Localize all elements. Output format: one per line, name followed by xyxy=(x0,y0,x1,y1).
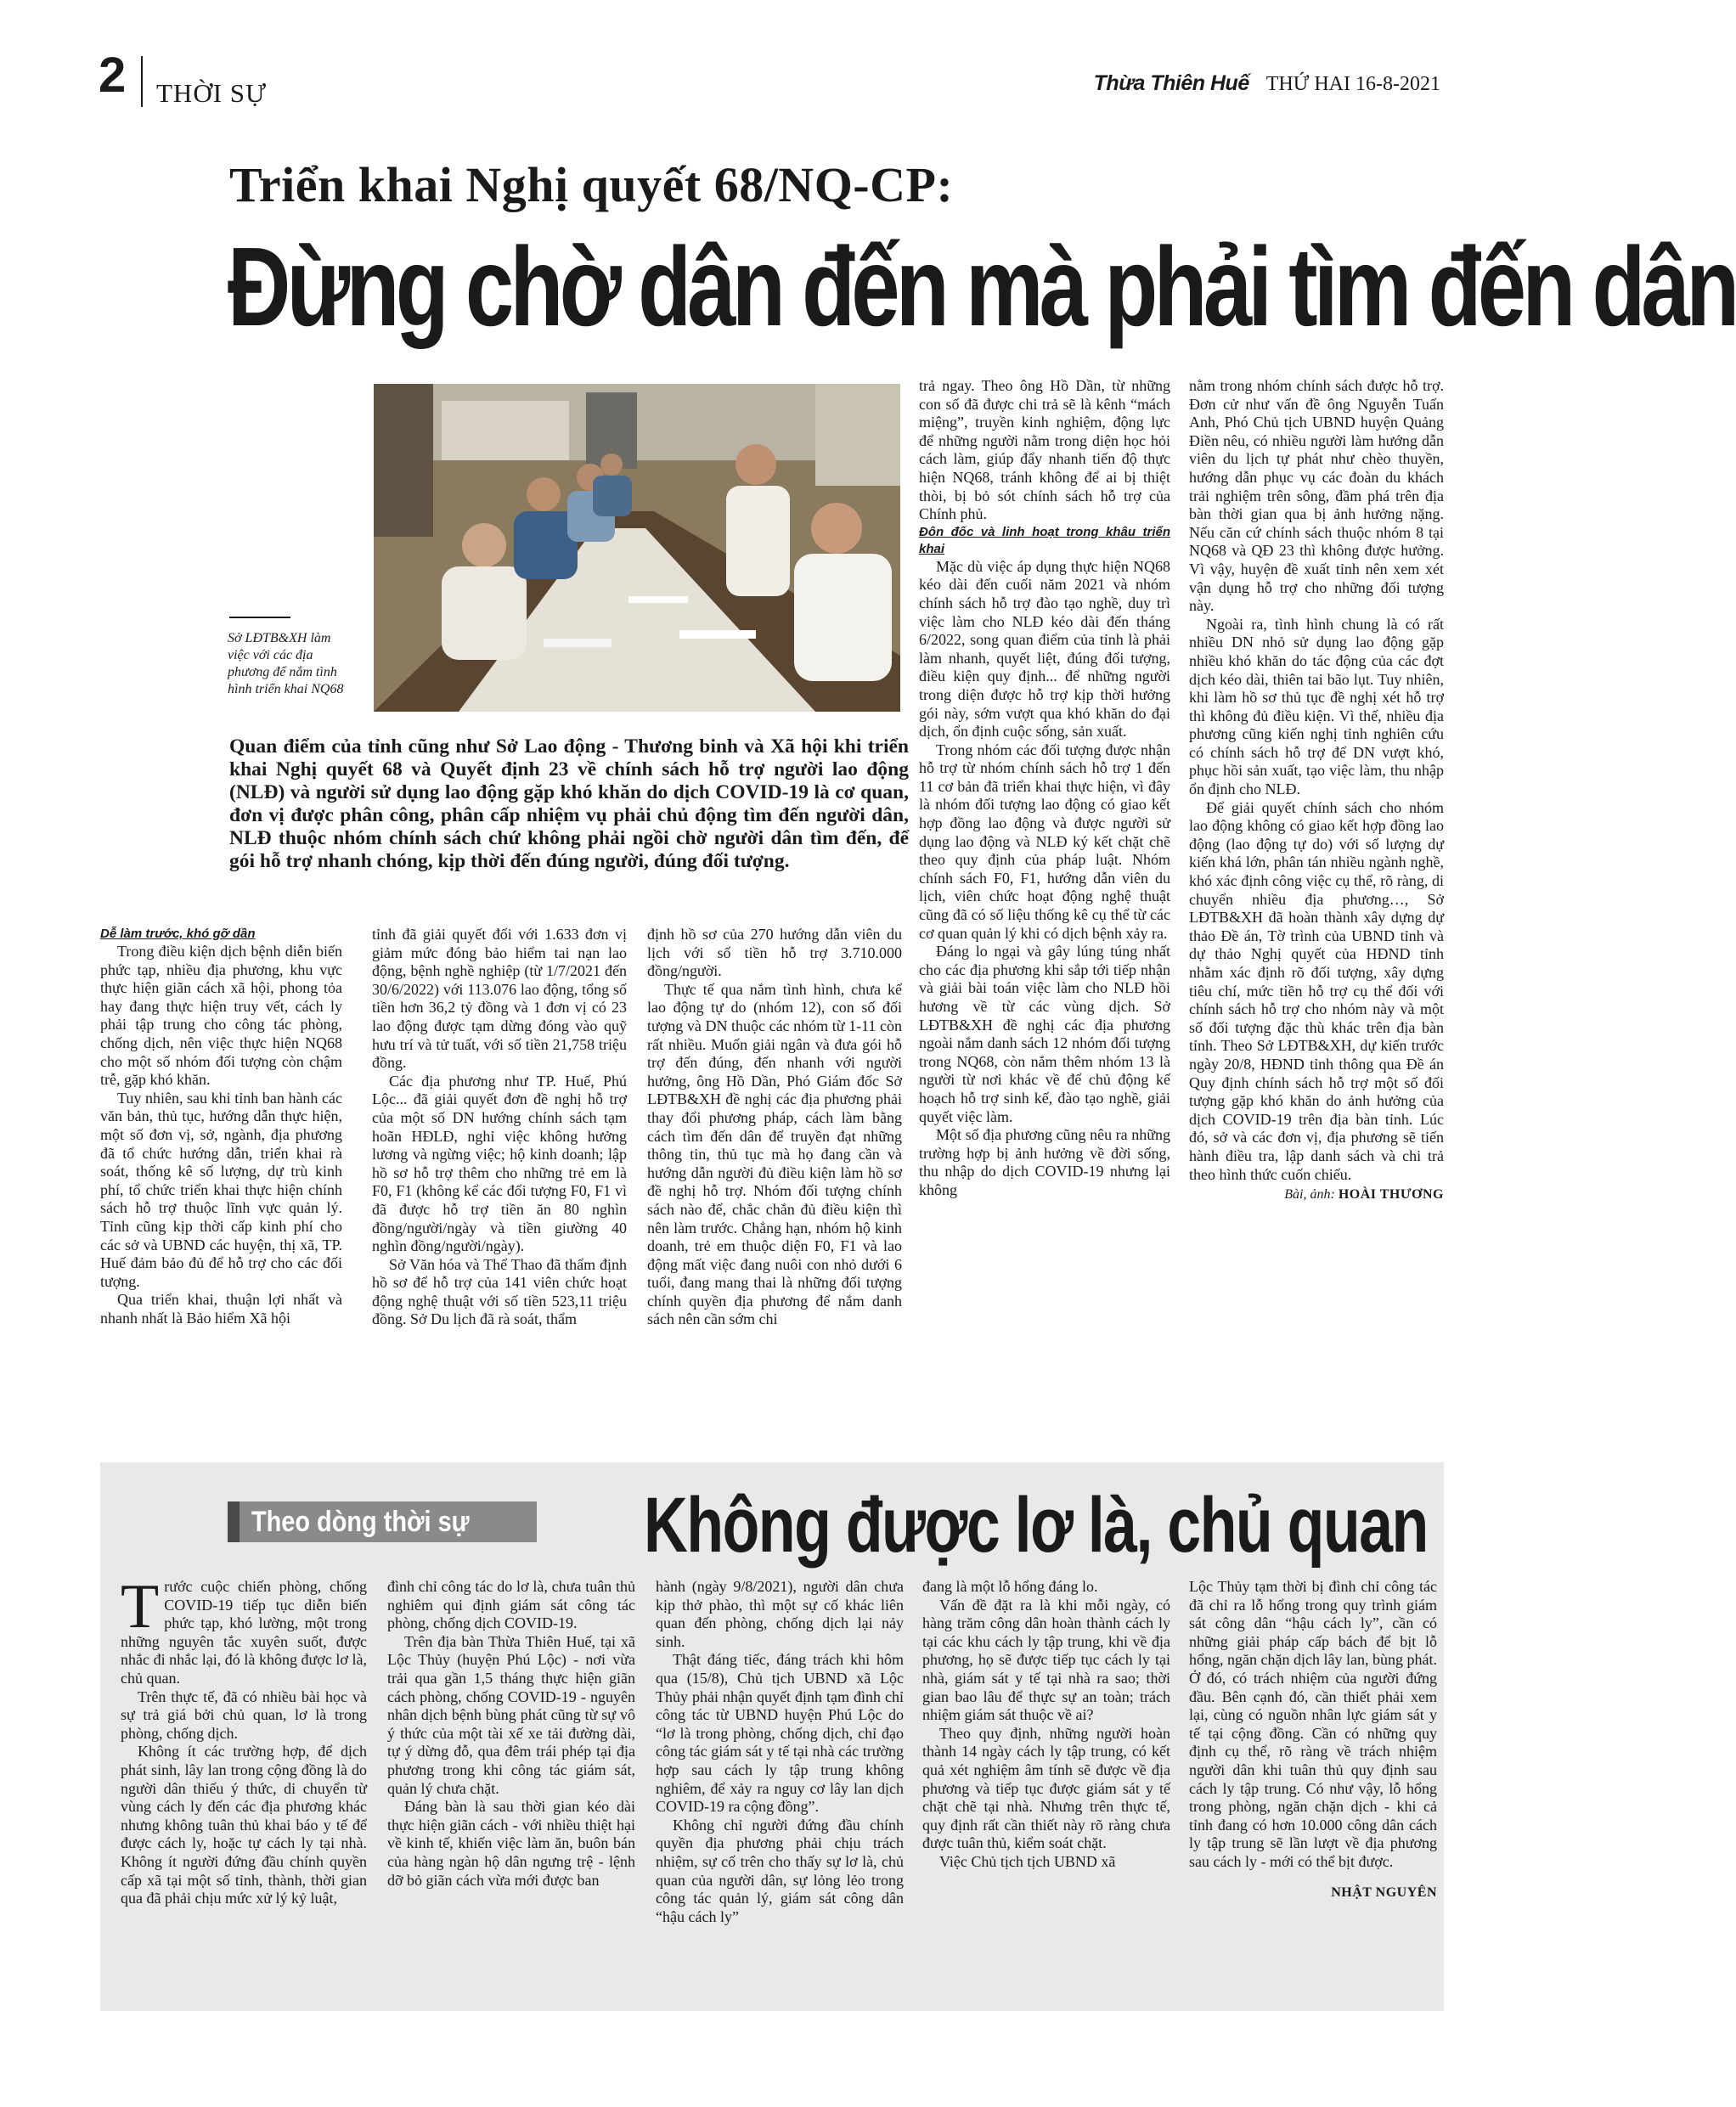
paragraph: đình chỉ công tác do lơ là, chưa tuân thủ nghiêm qui định giám sát công tác phòng, chống dịch COVID-19. xyxy=(387,1578,635,1632)
article-column-2 xyxy=(372,926,627,1329)
section-name: THỜI SỰ xyxy=(156,78,268,108)
drop-cap: T xyxy=(121,1572,160,1642)
paragraph: Không ít các trường hợp, để dịch phát sinh, lây lan trong cộng đồng là do người dân thiếu ý thức, di chuyển từ vùng cách ly đến các địa phương khác nhưng không tuân thủ khai báo y tế để được cách ly, hoặc tự cách ly tại nhà. Không ít người đứng đầu chính quyền cấp xã tại một số tỉnh, thành, thời gian qua đã phải chịu mức xử lý kỷ luật, xyxy=(121,1743,367,1907)
opinion-column-3 xyxy=(656,1578,904,1926)
opinion-tag xyxy=(228,1501,537,1542)
paper-name: Thừa Thiên Huế xyxy=(1093,71,1249,95)
paragraph: Mặc dù việc áp dụng thực hiện NQ68 kéo dài đến cuối năm 2021 và nhóm chính sách hỗ trợ đào tạo nghề, duy trì việc làm cho NLĐ kéo dài đến tháng 6/2022, song quan điểm của tỉnh là phải làm nhanh, quyết liệt, đúng đối tượng, điều kiện quy định... để những người trong diện được hỗ trợ kịp thời hưởng gói này, sớm vượt qua khó khăn do đại dịch, ổn định cuộc sống, sản xuất. xyxy=(919,557,1170,741)
paragraph: Không chỉ người đứng đầu chính quyền địa phương phải chịu trách nhiệm, sự cố trên cho thấy sự lơ là, chủ quan của người dân, sự lỏng lẻo trong công tác quản lý, giám sát công dân “hậu cách ly” xyxy=(656,1816,904,1925)
subhead-2: Đôn đốc và linh hoạt trong khâu triển khai xyxy=(919,524,1170,556)
paragraph xyxy=(121,1572,367,1688)
paragraph: Trên thực tế, đã có nhiều bài học và sự trả giá bởi chủ quan, lơ là trong phòng, chống dịch. xyxy=(121,1687,367,1742)
article-kicker: Triển khai Nghị quyết 68/NQ-CP: xyxy=(229,157,954,212)
subhead-1: Dễ làm trước, khó gỡ dần xyxy=(100,927,256,941)
paragraph: hành (ngày 9/8/2021), người dân chưa kịp thở phào, thì một sự cố khác liên quan đến phòng, chống dịch lại nảy sinh. xyxy=(656,1578,904,1650)
article-lead: Quan điểm của tỉnh cũng như Sở Lao động - Thương binh và Xã hội khi triển khai Nghị quyết 68 và Quyết định 23 về chính sách hỗ trợ người lao động (NLĐ) và người sử dụng lao động gặp khó khăn do dịch COVID-19 là cơ quan, đơn vị được phân công, phân cấp nhiệm vụ phải chủ động tìm đến người dân, NLĐ thuộc nhóm chính sách chứ không phải ngồi chờ người dân tìm đến, để gói hỗ trợ nhanh chóng, kịp thời đến đúng người, đúng đối tượng. xyxy=(229,735,909,872)
paragraph: Trong điều kiện dịch bệnh diễn biến phức tạp, nhiều địa phương, khu vực thực hiện giãn cách xã hội, phong tỏa hay đang thực hiện truy vết, cách ly phải tập trung cho công tác phòng, chống dịch, nên việc thực hiện NQ68 cho một số nhóm đối tượng còn chậm trễ, gặp khó khăn. xyxy=(100,943,342,1089)
paragraph: Tuy nhiên, sau khi tỉnh ban hành các văn bản, thủ tục, hướng dẫn thực hiện, một số đơn vị, sở, ngành, địa phương đã tổ chức hướng dẫn, triển khai rà soát, thống kê số lượng, dự trù kinh phí, tổ chức triển khai thực hiện chính sách hỗ trợ thuộc lĩnh vực quản lý. Tỉnh cũng kịp thời cấp kinh phí cho các sở và UBND các huyện, thị xã, TP. Huế đảm bảo đủ để hỗ trợ cho các đối tượng. xyxy=(100,1089,342,1290)
opinion-column-5 xyxy=(1189,1578,1437,1901)
paragraph: Đáng bàn là sau thời gian kéo dài thực hiện giãn cách - với nhiều thiệt hại về kinh tế, khiến việc làm ăn, buôn bán của hàng ngàn hộ dân ngưng trệ - lệnh dỡ bỏ giãn cách vừa mới được ban xyxy=(387,1798,635,1889)
byline-name: HOÀI THƯƠNG xyxy=(1338,1187,1444,1203)
masthead xyxy=(1094,71,1440,96)
paragraph: Việc Chủ tịch tịch UBND xã xyxy=(939,1852,1116,1870)
paragraph: tỉnh đã giải quyết đối với 1.633 đơn vị giảm mức đóng bảo hiểm tai nạn lao động, bệnh nghề nghiệp (từ 1/7/2021 đến 30/6/2022) với 113.076 lao động, tổng số tiền hơn 36,2 tỷ đồng và 1 đơn vị có 23 lao động được tạm dừng đóng vào quỹ hưu trí và tử tuất, với số tiền 21,758 triệu đồng. xyxy=(372,926,627,1072)
paragraph: Vấn đề đặt ra là khi mỗi ngày, có hàng trăm công dân hoàn thành cách ly tại các khu cách ly tập trung, khi về địa phương, họ sẽ được tiếp tục cách ly tại nhà, giám sát y tế tại nhà ra sao; thời gian bao lâu để thực sự an toàn; trách nhiệm giám sát thuộc về ai? xyxy=(922,1596,1170,1724)
paragraph: trả ngay. Theo ông Hồ Dần, từ những con số đã được chi trả sẽ là kênh “mách miệng”, truyền kinh nghiệm, động lực để những người nằm trong diện học hỏi cách làm, giúp đẩy nhanh tiến độ thực hiện NQ68, tránh không để ai bị thiệt thòi, bị bỏ sót chính sách hỗ trợ của Chính phủ. xyxy=(919,377,1170,523)
meeting-photo xyxy=(374,384,900,712)
article-column-5 xyxy=(1189,377,1444,1204)
paragraph: Lộc Thủy tạm thời bị đình chỉ công tác đã chỉ ra lỗ hổng trong quy trình giám sát công dân “hậu cách ly”, cần có những giải pháp cấp bách để bịt lỗ hổng, ngăn chặn dịch lây lan, bùng phát. Ở đó, có trách nhiệm của người đứng đầu. Bên cạnh đó, cần thiết phải xem lại, cùng có nguồn nhân lực giám sát y tế tại cộng đồng. Cần có những quy định cụ thể, rõ ràng về trách nhiệm người dân khi tuân thủ quy định sau cách ly tập trung. Có như vậy, lỗ hổng trong phòng, ngăn chặn dịch - khi cả tỉnh đang có hơn 10.000 công dân cách ly tập trung sẽ lần lượt về địa phương sau cách ly - mới có thể bịt được. xyxy=(1189,1578,1437,1870)
issue-date: THỨ HAI 16-8-2021 xyxy=(1265,73,1440,95)
paragraph: Trên địa bàn Thừa Thiên Huế, tại xã Lộc Thủy (huyện Phú Lộc) - nơi vừa trải qua gần 1,5 tháng thực hiện giãn cách phòng, chống COVID-19 - nguyên nhân dịch bệnh bùng phát cũng từ sự vô ý thức của một tài xế xe tải đường dài, tự ý dừng đỗ, qua đêm trái phép tại địa phương trong khi công tác giám sát, quản lý chưa chặt. xyxy=(387,1632,635,1797)
caption-divider xyxy=(229,617,290,618)
article-byline xyxy=(1189,1186,1444,1204)
article-column-3 xyxy=(647,926,902,1329)
paragraph: Theo quy định, những người hoàn thành 14 ngày cách ly tập trung, có kết quả xét nghiệm âm tính sẽ được về địa phương và tiếp tục được giám sát y tế chặt chẽ tại nhà. Nhưng trên thực tế, quy định rất cần thiết này rõ ràng chưa được tuân thủ, kiểm soát chặt. xyxy=(922,1724,1170,1852)
paragraph: Thật đáng tiếc, đáng trách khi hôm qua (15/8), Chủ tịch UBND xã Lộc Thủy phải nhận quyết định tạm đình chỉ công tác từ UBND huyện Phú Lộc do “lơ là trong phòng, chống dịch, chỉ đạo công tác giám sát y tế tại nhà các trường hợp sau cách ly tập trung không nghiêm, để xảy ra nguy cơ lây lan dịch COVID-19 ra cộng đồng”. xyxy=(656,1651,904,1816)
paragraph: nằm trong nhóm chính sách được hỗ trợ. Đơn cử như vấn đề ông Nguyễn Tuấn Anh, Phó Chủ tịch UBND huyện Quảng Điền nêu, có nhiều người làm hướng dẫn viên du lịch tự phát như chèo thuyền, hướng dẫn phục vụ các đoàn du khách trải nghiệm trên sông, đầm phá trên địa bàn thời gian qua bị ảnh hưởng nặng. Nếu căn cứ chính sách thuộc nhóm 8 tại NQ68 và QĐ 23 thì không được hưởng. Vì vậy, huyện đề xuất tỉnh nên xem xét vận dụng hỗ trợ cho những đối tượng này. xyxy=(1189,377,1444,615)
article-column-4 xyxy=(919,377,1170,1200)
paragraph: định hồ sơ của 270 hướng dẫn viên du lịch với số tiền hỗ trợ 3.710.000 đồng/người. xyxy=(647,926,902,980)
opinion-title: Không được lơ là, chủ quan xyxy=(644,1482,1428,1569)
byline-label: Bài, ảnh: xyxy=(1284,1187,1335,1203)
header-divider xyxy=(141,56,143,107)
paragraph: Qua triển khai, thuận lợi nhất và nhanh nhất là Bảo hiểm Xã hội xyxy=(100,1291,342,1327)
paragraph: Để giải quyết chính sách cho nhóm lao động không có giao kết hợp đồng lao động (lao động tự do) với số lượng dự kiến khá lớn, phân tán nhiều ngành nghề, khó xác định công việc cụ thể, rõ ràng, di chuyển nhiều địa phương…, Sở LĐTB&XH đã hoàn thành xây dựng dự thảo Đề án, Tờ trình của UBND tỉnh và dự thảo Nghị quyết của HĐND tỉnh nhằm xác định rõ đối tượng, xây dựng tiêu chí, mức tiền hỗ trợ cụ thể đối với chính sách hỗ trợ cho nhóm này và một số đối tượng đặc thù khác trên địa bàn tỉnh. Theo Sở LĐTB&XH, dự kiến trước ngày 20/8, HĐND tỉnh thông qua Đề án Quy định chính sách hỗ trợ một số đối tượng gặp khó khăn do ảnh hưởng của dịch COVID-19 trên địa bàn tỉnh. Lúc đó, sở và các đơn vị, địa phương sẽ tiến hành điều tra, lập danh sách và chi trả theo hình thức cuốn chiếu. xyxy=(1189,798,1444,1183)
opinion-byline: NHẬT NGUYÊN xyxy=(1331,1884,1437,1900)
page-number: 2 xyxy=(99,48,127,103)
meeting-photo-illustration xyxy=(374,384,900,712)
opinion-column-2 xyxy=(387,1578,635,1890)
article-column-1 xyxy=(100,926,342,1327)
paragraph: Một số địa phương cũng nêu ra những trường hợp bị ảnh hưởng về đời sống, thu nhập do dịch COVID-19 nhưng lại không xyxy=(919,1126,1170,1198)
photo-caption: Sở LĐTB&XH làm việc với các địa phương để nắm tình hình triển khai NQ68 xyxy=(228,631,344,696)
paragraph: Đáng lo ngại và gây lúng túng nhất cho các địa phương khi sắp tới tiếp nhận và giải bài toán việc làm cho NLĐ hồi hương về từ các vùng dịch. Sở LĐTB&XH đề nghị các địa phương ngoài nắm danh sách 12 nhóm đối tượng trong NQ68, còn nắm thêm nhóm 13 là người từ nơi khác về để chủ động kế hoạch hỗ trợ sinh kế, đào tạo nghề, giải quyết việc làm. xyxy=(919,943,1170,1125)
paragraph: Ngoài ra, tình hình chung là có rất nhiều DN nhỏ sử dụng lao động gặp nhiều khó khăn do tác động của các đợt dịch kéo dài, thiên tai bão lụt. Tuy nhiên, khi làm hồ sơ thủ tục đề nghị xét hỗ trợ thì không đủ điều kiện. Vì thế, nhiều địa phương cũng kiến nghị tỉnh nghiên cứu có chính sách hỗ trợ để DN vượt khó, phục hồi sản xuất, tạo việc làm, thu nhập ổn định cho NLĐ. xyxy=(1189,615,1444,798)
paragraph: Trong nhóm các đối tượng được nhận hỗ trợ từ nhóm chính sách hỗ trợ 1 đến 11 cơ bản đã triển khai thực hiện, vì đây là nhóm đối tượng lao động có giao kết hợp đồng lao động và được người sử dụng lao động và NLĐ ký kết chặt chẽ theo quy định của pháp luật. Nhóm chính sách F0, F1, hướng dẫn viên du lịch, viên chức hoạt động nghệ thuật cũng đã có số liệu thống kê cụ thể từ các cơ quan quản lý khi có dịch bệnh xảy ra. xyxy=(919,741,1170,942)
opinion-column-4 xyxy=(922,1578,1170,1872)
opinion-tag-label: Theo dòng thời sự xyxy=(251,1506,470,1538)
first-paragraph-text: rước cuộc chiến phòng, chống COVID-19 tiếp tục diễn biến phức tạp, khó lường, một trong những nguyên tắc xuyên suốt, được nhắc đi nhắc lại, đó là không được lơ là, chủ quan. xyxy=(121,1578,367,1687)
paragraph: Các địa phương như TP. Huế, Phú Lộc... đã giải quyết đơn đề nghị hỗ trợ của một số DN hướng chính sách tạm hoãn HĐLĐ, nghỉ việc không hưởng lương và ngừng việc; hộ kinh doanh; lập hồ sơ hỗ trợ thêm cho những trẻ em là F0, F1 (không kể các đối tượng F0, F1 vì đã được hỗ trợ tiền ăn 80 nghìn đồng/người/ngày và tiền giường 40 nghìn đồng/người/ngày). xyxy=(372,1072,627,1255)
article-headline: Đừng chờ dân đến mà phải tìm đến dân xyxy=(228,224,1736,349)
paragraph: đang là một lỗ hổng đáng lo. xyxy=(922,1578,1098,1595)
opinion-column-1 xyxy=(121,1572,367,1908)
paragraph: Thực tế qua nắm tình hình, chưa kể lao động tự do (nhóm 12), con số đối tượng và DN thuộc các nhóm từ 1-11 còn rất nhiều. Muốn giải ngân và đưa gói hỗ trợ đến đúng, đến nhanh với người hưởng, ông Hồ Dần, Phó Giám đốc Sở LĐTB&XH đề nghị các địa phương phải thay đổi phương pháp, cách làm bằng cách tìm đến dân để truyền đạt những thông tin, thủ tục mà họ đang cần và hướng dẫn người đủ điều kiện làm hồ sơ đề nghị hỗ trợ. Nhóm đối tượng chính sách nào để, chắc chắn đủ điều kiện thì nên làm trước. Chẳng hạn, nhóm hộ kinh doanh, trẻ em thuộc diện F0, F1 và lao động mất việc đang nuôi con nhỏ dưới 6 tuổi, đang mang thai là những đối tượng chính quyền địa phương để nắm danh sách nên cần sớm chi xyxy=(647,980,902,1328)
paragraph: Sở Văn hóa và Thể Thao đã thẩm định hồ sơ để hỗ trợ của 141 viên chức hoạt động nghệ thuật với số tiền 523,11 triệu đồng. Sở Du lịch đã rà soát, thẩm xyxy=(372,1255,627,1328)
